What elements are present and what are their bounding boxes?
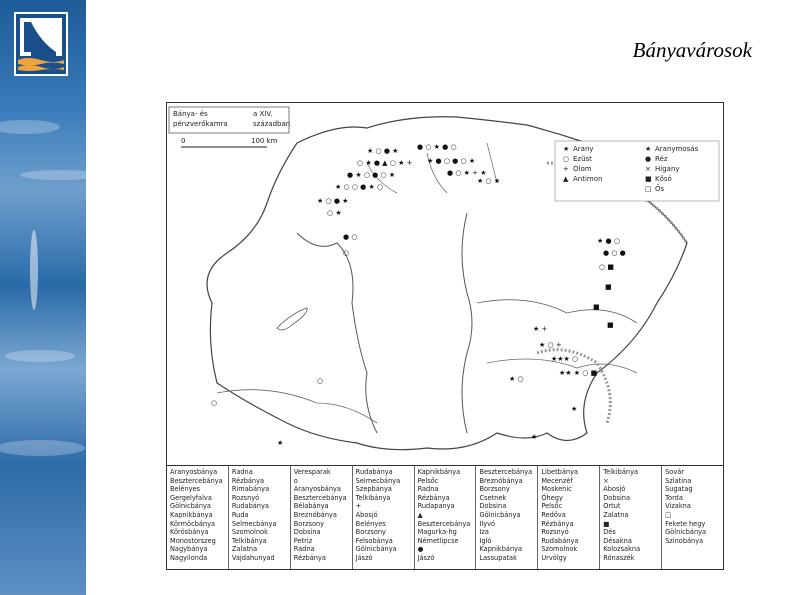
table-cell: Radna [293, 545, 315, 554]
table-cell: Monostorszeg [170, 536, 216, 545]
table-cell: Pelsőc [417, 476, 439, 485]
table-cell: Besztercebánya [293, 493, 347, 502]
table-cell: Pelsőc [541, 502, 563, 511]
table-cell: Besztercebánya [417, 519, 471, 528]
table-cell: Besztercebánya [479, 468, 533, 476]
svg-text:○ ★: ○ ★ [327, 209, 342, 217]
svg-text:● ○ ★ + ★: ● ○ ★ + ★ [447, 169, 487, 177]
table-cell: Kapnikbánya [170, 510, 213, 519]
table-column [414, 466, 476, 570]
table-cell: Borzsony [479, 485, 510, 494]
corner-label-line4: században [253, 120, 291, 128]
table-cell [665, 545, 720, 554]
table-column [475, 466, 537, 570]
legend-label: Antimon [573, 175, 603, 183]
table-cell: □ [665, 510, 672, 519]
svg-text:★ ○ ● ★: ★ ○ ● ★ [367, 147, 399, 155]
table-cell: Rudabánya [541, 536, 579, 545]
table-cell: Moskenic [541, 485, 572, 494]
legend-label: Higany [655, 165, 680, 173]
table-cell: Rónaszék [603, 553, 635, 562]
table-cell: Körösbánya [170, 528, 209, 537]
table-cell: Telkibánya [355, 493, 391, 502]
table-column [352, 466, 414, 570]
table-cell: Kolozsakna [603, 545, 641, 554]
svg-text:○: ○ [317, 377, 324, 385]
corner-label-line1: Bánya- és [173, 110, 208, 118]
table-cell: Rézbánya [541, 519, 574, 528]
table-cell: Belényes [170, 485, 201, 494]
table-cell: Nagybánya [170, 545, 208, 554]
table-cell: Magurka-hg [417, 528, 457, 537]
legend-label: Kősó [655, 175, 672, 183]
legend-symbol: ● [645, 155, 652, 163]
table-column [290, 466, 352, 570]
scale-zero: 0 [181, 137, 186, 145]
table-cell: Rézbánya [293, 553, 326, 562]
table-cell: Rudabánya [231, 502, 269, 511]
table-cell: Sovár [665, 468, 684, 476]
table-cell: Dobsina [603, 493, 631, 502]
svg-text:★ ○: ★ ○ [509, 375, 524, 383]
legend-symbol: × [645, 165, 651, 173]
table-cell: ■ [603, 519, 610, 528]
table-cell: Vizakna [665, 502, 691, 511]
table-cell: Veresparak [293, 468, 331, 476]
legend-symbol: ★ [645, 145, 652, 153]
table-cell: Kapnikbánya [417, 468, 461, 476]
table-cell: o [293, 476, 298, 485]
svg-text:○: ○ [343, 249, 350, 257]
legend-label: Réz [655, 155, 668, 163]
table-cell: Iza [479, 528, 489, 537]
table-cell: Rozsnyó [231, 493, 260, 502]
table-cell: Selmecbánya [355, 476, 401, 485]
corner-label-line3: a XIV. [253, 110, 273, 118]
svg-text:● ○ ★ ● ○: ● ○ ★ ● ○ [417, 143, 457, 151]
table-cell: Abosjó [355, 510, 378, 519]
svg-text:● ○ ●: ● ○ ● [603, 249, 626, 257]
table-cell: Jászó [355, 553, 373, 562]
table-cell: Rudabánya [355, 468, 393, 476]
mining-map-figure [166, 102, 724, 570]
svg-text:★ ● ○ ● ○ ★: ★ ● ○ ● ○ ★ [427, 157, 476, 165]
table-cell: Aranyosbánya [293, 485, 341, 494]
svg-text:○: ○ [211, 399, 218, 407]
river-tisza [462, 213, 472, 433]
table-cell: Vajdahunyad [231, 553, 275, 562]
table-cell: Rézbánya [417, 493, 450, 502]
svg-text:★ ○ ● ★: ★ ○ ● ★ [317, 197, 349, 205]
table-cell: Rozsnyó [541, 528, 569, 537]
svg-text:★: ★ [531, 433, 538, 441]
svg-text:★ ○ ★: ★ ○ ★ [477, 177, 501, 185]
table-column [661, 466, 723, 570]
table-cell: Körmöcbánya [170, 519, 216, 528]
legend-label: Ezüst [573, 155, 592, 163]
table-column [167, 466, 228, 570]
table-cell: Nagyilonda [170, 553, 208, 562]
table-cell: Ilyvó [479, 519, 496, 528]
legend-symbol: + [563, 165, 569, 173]
slide-title: Bányavárosok [632, 38, 752, 62]
table-cell: Désakna [603, 536, 632, 545]
table-column [599, 466, 661, 570]
table-cell: Dobsina [293, 528, 321, 537]
table-cell: Breznóbánya [293, 510, 337, 519]
table-cell: Torda [665, 493, 683, 502]
table-cell: Libetbánya [541, 468, 579, 476]
table-cell: × [603, 476, 609, 485]
svg-text:■: ■ [605, 283, 612, 291]
svg-text:★: ★ [277, 439, 284, 447]
table-cell: Lassupatak [479, 553, 517, 562]
table-cell: Szinobánya [665, 536, 704, 545]
table-cell: Ruda [231, 510, 249, 519]
table-cell: Dobsina [479, 502, 507, 511]
legend-label: Aranymosás [655, 145, 699, 153]
table-cell: Selmecbánya [231, 519, 277, 528]
table-cell: Szlatina [665, 476, 692, 485]
legend-symbol: □ [645, 185, 652, 193]
table-cell: Borzsony [293, 519, 325, 528]
table-cell: Ortut [603, 502, 621, 511]
svg-text:★★★ ○: ★★★ ○ [551, 355, 579, 363]
lake-balaton [277, 308, 307, 330]
sidebar-decor [0, 0, 86, 595]
table-cell: Telkibánya [603, 468, 639, 476]
table-column [228, 466, 290, 570]
table-cell: Redőva [541, 510, 566, 519]
table-cell: Bélabánya [293, 502, 329, 511]
table-cell: Szepbánya [355, 485, 392, 494]
svg-text:○ ★ ● ▲ ○ ★ +: ○ ★ ● ▲ ○ ★ + [357, 159, 413, 167]
legend-symbol: ■ [645, 175, 652, 183]
scale-100km: 100 km [251, 137, 278, 145]
river-east [477, 300, 637, 323]
svg-text:★★ ★ ○ ■: ★★ ★ ○ ■ [559, 369, 598, 377]
table-cell: Rimabánya [231, 485, 270, 494]
table-cell: Mecenzéf [541, 476, 573, 485]
table-cell: Jászó [417, 553, 435, 562]
table-cell: Kapnikbánya [479, 545, 523, 554]
svg-text:● ○: ● ○ [343, 233, 358, 241]
svg-text:★ ○ ○ ● ★ ○: ★ ○ ○ ● ★ ○ [335, 183, 384, 191]
table-cell: + [355, 502, 362, 511]
table-cell: Igló [479, 536, 492, 545]
table-cell: Csetnek [479, 493, 507, 502]
svg-text:● ★ ○ ● ○ ★: ● ★ ○ ● ○ ★ [347, 171, 396, 179]
table-cell: Szomolnok [231, 528, 268, 537]
table-cell: Belényes [355, 519, 386, 528]
table-cell: ● [417, 545, 424, 554]
river-drava [217, 390, 377, 423]
table-cell: Telkibánya [231, 536, 267, 545]
table-cell: Gergelyfalva [170, 493, 212, 502]
svg-text:■: ■ [607, 321, 614, 329]
svg-text:★: ★ [571, 405, 578, 413]
table-cell: Gölnicbánya [665, 528, 707, 537]
table-cell: Szomolnok [541, 545, 578, 554]
table-cell: Óhegy [541, 493, 563, 502]
table-cell: Gölnicbánya [479, 510, 521, 519]
table-cell: Gölnicbánya [170, 502, 211, 511]
table-cell: Breznóbánya [479, 476, 523, 485]
table-cell: Dés [603, 528, 616, 537]
svg-text:★ ○ +: ★ ○ + [539, 341, 562, 349]
table-cell: Aranyosbánya [170, 468, 218, 476]
legend-symbol: ★ [563, 145, 570, 153]
legend-symbol: ○ [563, 155, 570, 163]
legend-label: Arany [573, 145, 594, 153]
table-cell: Urvölgy [541, 553, 567, 562]
logo [14, 12, 68, 76]
table-cell: Zalatna [231, 545, 258, 554]
table-cell: Petriz [293, 536, 313, 545]
legend-label: Ős [655, 185, 665, 193]
table-cell: ▲ [417, 510, 423, 519]
legend-label: Ólom [573, 165, 592, 173]
map-svg [167, 103, 723, 465]
svg-text:★ +: ★ + [533, 325, 548, 333]
river-danube [297, 233, 377, 433]
table-cell: Abosjó [603, 485, 626, 494]
table-cell: Felsobánya [355, 536, 393, 545]
table-cell: Németlipcse [417, 536, 459, 545]
table-cell: Gölnicbánya [355, 545, 397, 554]
svg-text:★ ● ○: ★ ● ○ [597, 237, 620, 245]
table-cell: Radna [417, 485, 439, 494]
city-table [167, 465, 723, 570]
table-cell [665, 554, 720, 563]
svg-text:○ ■: ○ ■ [599, 263, 614, 271]
corner-label-line2: pénzverőkamra [173, 120, 228, 128]
table-cell: Fekete hegy [665, 519, 706, 528]
table-cell: Sugatag [665, 485, 693, 494]
table-cell: Zalatna [603, 510, 629, 519]
table-cell: Rézbánya [231, 476, 265, 485]
svg-text:■: ■ [593, 303, 600, 311]
legend-symbol: ▲ [563, 175, 569, 183]
table-cell: Borzsony [355, 528, 386, 537]
table-cell: Besztercebánya [170, 476, 223, 485]
table-cell: Rudapanya [417, 502, 455, 511]
table-cell: Radna [231, 468, 253, 476]
table-column [537, 466, 599, 570]
